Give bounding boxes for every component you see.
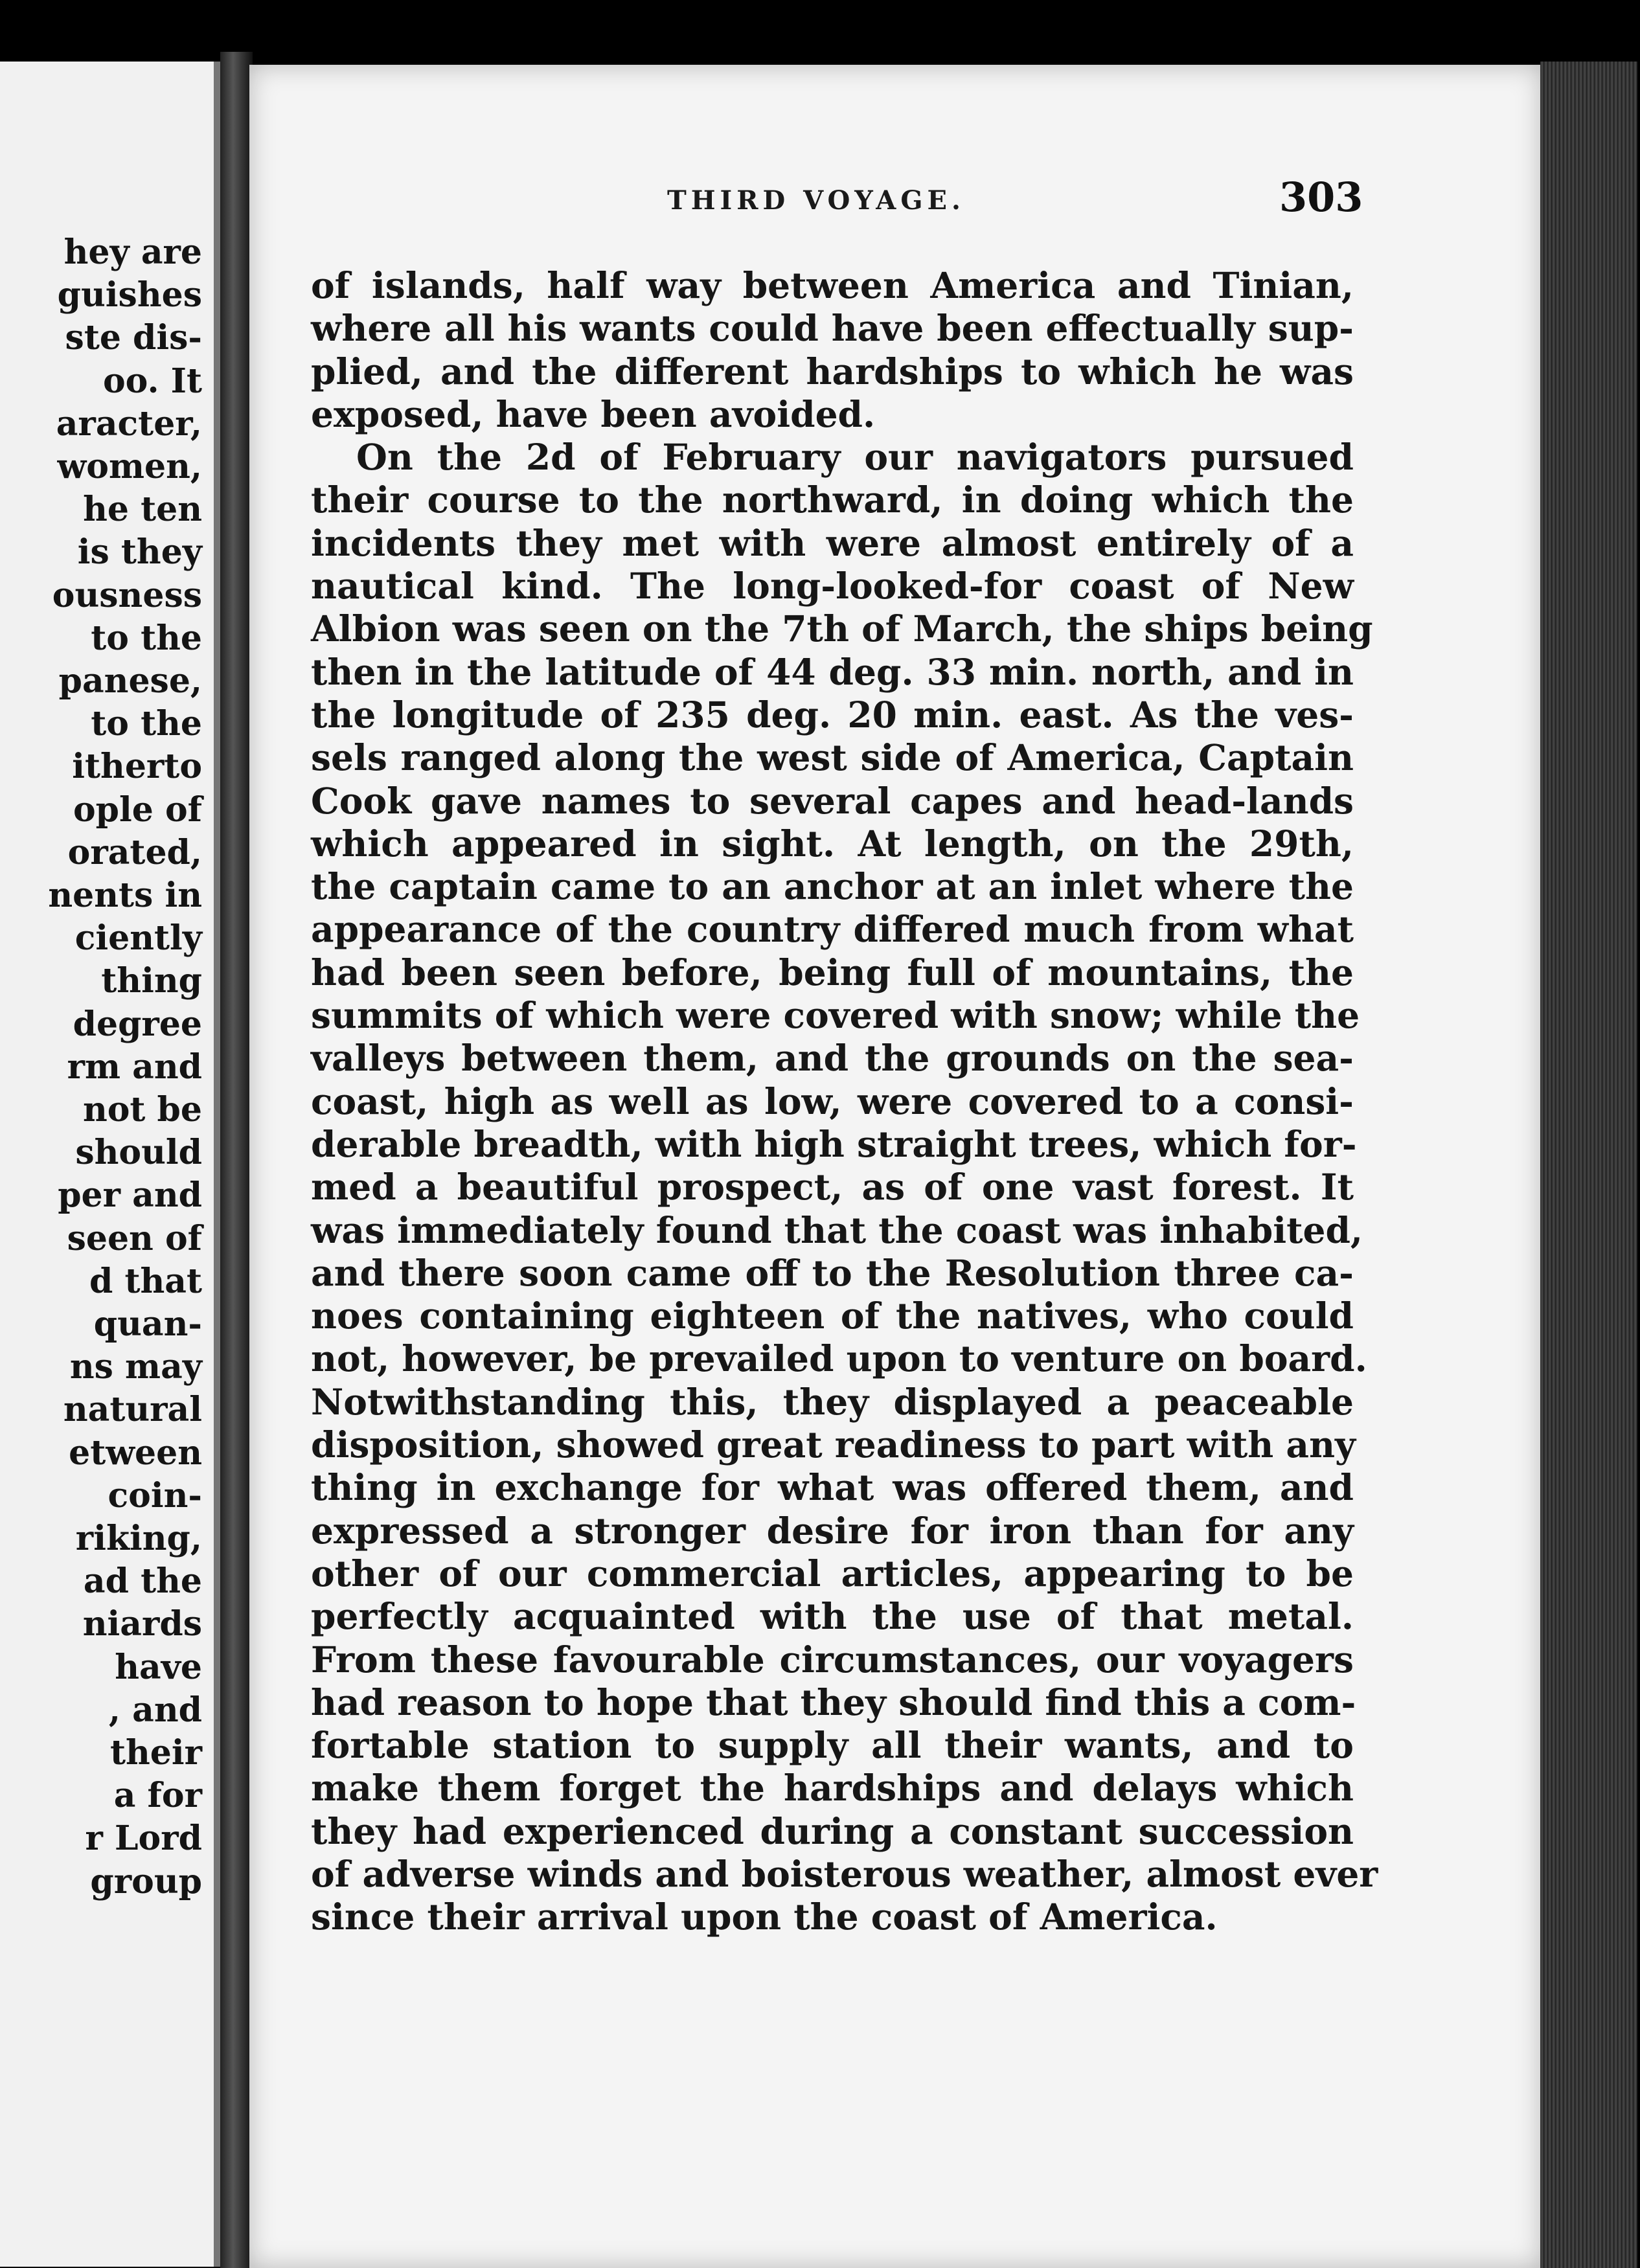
facing-page-line: coin- [108,1475,202,1515]
text-line: coast, high as well as low, were covered to a consi- [311,1080,1354,1122]
facing-page-line: , and [108,1690,202,1730]
facing-page-line: quan- [93,1304,202,1344]
text-line: then in the latitude of 44 deg. 33 min. north, and in [311,650,1354,693]
text-line: the captain came to an anchor at an inlet where the [311,865,1354,908]
facing-page-line: panese, [58,661,202,701]
facing-page-line: guishes [57,275,202,315]
text-line: From these favourable circumstances, our voyagers [311,1638,1354,1681]
facing-page-line: natural [63,1390,202,1430]
text-line: other of our commercial articles, appearing to be [311,1552,1354,1594]
facing-page-line: group [90,1861,202,1901]
text-line: the longitude of 235 deg. 20 min. east. As the ves- [311,693,1354,736]
facing-page-line: aracter, [56,403,202,444]
text-line: valleys between them, and the grounds on the sea- [311,1037,1354,1080]
book-gutter [220,52,253,2268]
text-line: which appeared in sight. At length, on the 29th, [311,822,1354,865]
text-line: make them forget the hardships and delays which [311,1767,1354,1809]
facing-page-line: their [109,1733,202,1773]
text-line: noes containing eighteen of the natives, who could [311,1295,1354,1337]
text-line: med a beautiful prospect, as of one vast forest. It [311,1166,1354,1208]
text-line: of adverse winds and boisterous weather, almost ever [311,1852,1378,1895]
text-line: had been seen before, being full of mountains, the [311,951,1354,993]
facing-page-line: to the [91,618,202,658]
text-line: fortable station to supply all their wants, and to [311,1724,1354,1767]
facing-page-line: itherto [72,747,202,787]
text-line: of islands, half way between America and Tinian, [311,264,1354,306]
text-line: Notwithstanding this, they displayed a peaceable [311,1380,1354,1423]
facing-page-line: women, [57,447,202,486]
text-line: exposed, have been avoided. [311,392,876,435]
text-line: derable breadth, with high straight trees, which for- [311,1122,1357,1165]
text-line: not, however, be prevailed upon to venture on board. [311,1337,1367,1380]
facing-page-line: have [115,1647,202,1687]
facing-page-line: r Lord [85,1819,202,1859]
facing-page-line: oo. It [102,361,202,401]
facing-page-line: ste dis- [65,318,202,358]
text-line: On the 2d of February our navigators pursued [356,436,1354,479]
facing-page-line: a for [113,1776,202,1816]
facing-page-line: ople of [73,789,202,830]
text-line: appearance of the country differed much from what [311,908,1354,951]
facing-page-line: etween [69,1433,202,1473]
facing-page-line: ns may [69,1347,202,1387]
text-line: thing in exchange for what was offered them, and [311,1466,1354,1509]
facing-page-line: degree [73,1004,202,1044]
text-line: had reason to hope that they should find this a com- [311,1681,1356,1723]
text-line: incidents they met with were almost entirely of a [311,521,1354,564]
facing-page-line: should [75,1133,202,1173]
facing-page-line: hey are [63,232,202,272]
facing-page-line: ciently [74,918,202,958]
facing-page-line: not be [82,1090,202,1129]
text-line: expressed a stronger desire for iron than for any [311,1509,1354,1552]
facing-page-line: to the [91,704,202,744]
text-line: disposition, showed great readiness to part with any [311,1423,1356,1466]
facing-page-line: riking, [75,1519,202,1558]
body-text [311,264,1378,1939]
facing-page-line: rm and [67,1047,202,1087]
text-line: and there soon came off to the Resolution three ca- [311,1251,1354,1294]
facing-page-line: he ten [83,490,202,530]
facing-page-line: ousness [52,575,202,615]
facing-page [0,62,220,2267]
facing-page-line: orated, [67,832,202,872]
text-line: was immediately found that the coast was inhabited, [311,1208,1363,1251]
text-line: perfectly acquainted with the use of that metal. [311,1595,1354,1638]
text-line: since their arrival upon the coast of America. [311,1896,1218,1938]
text-line: summits of which were covered with snow; while the [311,994,1360,1037]
facing-page-line: seen of [67,1218,202,1258]
page-block-edges [1540,62,1637,2268]
facing-page-line: d that [89,1261,202,1301]
facing-page-line: is they [77,532,202,573]
text-line: their course to the northward, in doing which the [311,479,1354,521]
text-line: plied, and the different hardships to which he was [311,350,1354,392]
facing-page-line: niards [82,1604,202,1644]
text-line: where all his wants could have been effectually sup- [311,307,1354,350]
facing-page-line: nents in [48,876,202,915]
running-head: THIRD VOYAGE. [667,185,965,216]
facing-page-line: per and [58,1175,202,1216]
text-line: sels ranged along the west side of America, Captain [311,736,1354,779]
text-line: nautical kind. The long-looked-for coast of New [311,565,1354,607]
text-line: Cook gave names to several capes and head-lands [311,779,1354,822]
facing-page-line: thing [101,961,202,1001]
text-line: they had experienced during a constant succession [311,1809,1354,1852]
text-line: Albion was seen on the 7th of March, the ships being [311,607,1373,650]
page-number: 303 [1279,174,1363,221]
facing-page-line: ad the [83,1561,202,1602]
